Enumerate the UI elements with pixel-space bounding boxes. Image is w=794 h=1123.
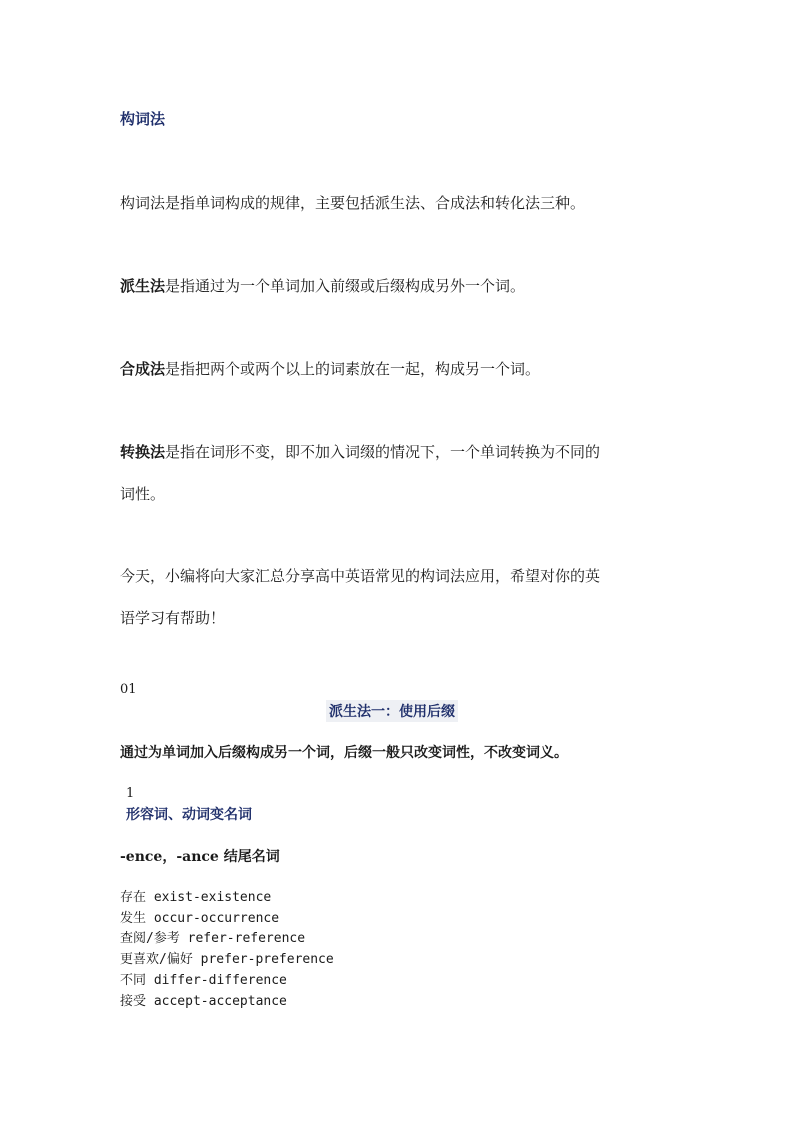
derivation-term: 派生法 (120, 277, 166, 295)
conversion-term: 转换法 (120, 443, 166, 461)
example-list (120, 888, 334, 1012)
conversion-text-line1: 是指在词形不变，即不加入词缀的情况下，一个单词转换为不同的 (165, 443, 601, 461)
subsection-number: 1 (126, 786, 135, 801)
derivation-paragraph (120, 276, 525, 296)
conversion-paragraph (120, 442, 600, 462)
compounding-paragraph (120, 359, 540, 379)
compounding-term: 合成法 (120, 360, 166, 378)
compounding-text: 是指把两个或两个以上的词素放在一起，构成另一个词。 (165, 360, 541, 378)
page-title: 构词法 (120, 110, 166, 128)
example-item: 接受 accept-acceptance (120, 993, 287, 1009)
example-item: 查阅/参考 refer-reference (120, 931, 306, 947)
section-number: 01 (120, 682, 137, 697)
subsection-title: 形容词、动词变名词 (126, 807, 252, 823)
example-item: 发生 occur-occurrence (120, 910, 280, 926)
closing-line1: 今天，小编将向大家汇总分享高中英语常见的构词法应用，希望对你的英 (120, 567, 601, 585)
derivation-text: 是指通过为一个单词加入前缀或后缀构成另外一个词。 (165, 277, 526, 295)
suffix-heading: -ence，-ance 结尾名词 (120, 849, 280, 865)
conversion-text-line2: 词性。 (120, 485, 166, 503)
example-item: 存在 exist-existence (120, 890, 272, 905)
example-item: 不同 differ-difference (120, 972, 287, 988)
intro-paragraph: 构词法是指单词构成的规律，主要包括派生法、合成法和转化法三种。 (120, 194, 586, 212)
section-description: 通过为单词加入后缀构成另一个词，后缀一般只改变词性，不改变词义。 (120, 745, 568, 761)
example-item: 更喜欢/偏好 prefer-preference (120, 952, 334, 968)
closing-line2: 语学习有帮助！ (120, 609, 226, 627)
section-title: 派生法一：使用后缀 (326, 700, 458, 722)
